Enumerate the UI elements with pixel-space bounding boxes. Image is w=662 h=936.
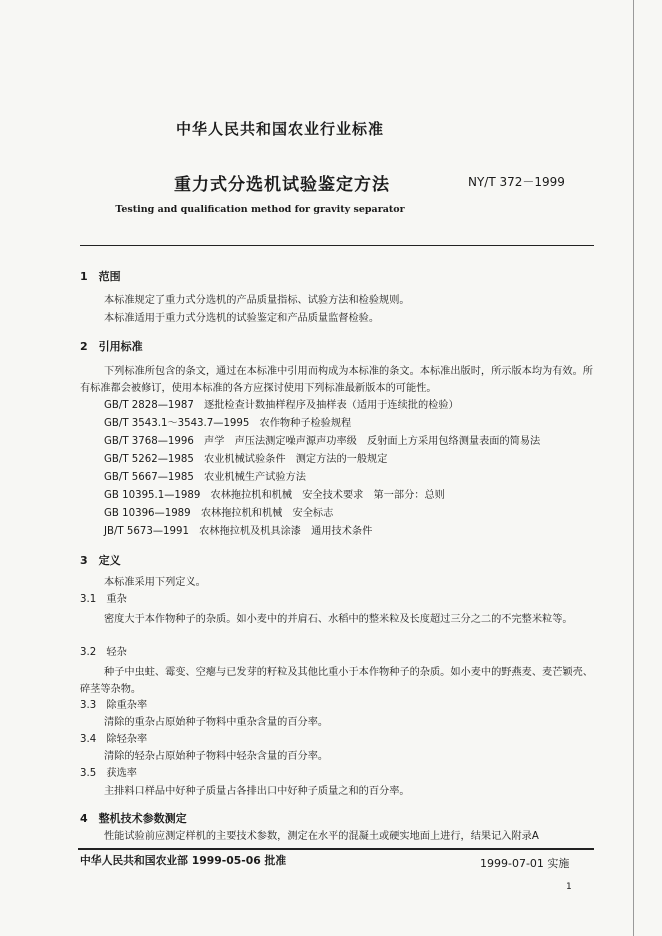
section-4-heading: 4 整机技术参数测定 — [80, 812, 187, 825]
effective-date: 1999-07-01 实施 — [480, 857, 570, 870]
section-4-para-1: 性能试验前应测定样机的主要技术参数，测定在水平的混凝土或硬实地面上进行，结果记入附录A — [104, 831, 539, 842]
reference-item: GB/T 3768—1996 声学 声压法测定噪声源声功率级 反射面上方采用包络测量表面的简易法 — [104, 436, 541, 447]
definition-title: 3.3 除重杂率 — [80, 700, 148, 711]
reference-item: GB/T 2828—1987 逐批检查计数抽样程序及抽样表（适用于连续批的检验） — [104, 400, 459, 411]
section-2-heading: 2 引用标准 — [80, 340, 143, 353]
header-rule — [80, 245, 594, 246]
document-title-cn: 重力式分选机试验鉴定方法 — [174, 175, 390, 195]
document-title-en: Testing and qualification method for gravity separator — [115, 204, 405, 215]
standard-code: NY/T 372－1999 — [468, 175, 565, 189]
definition-title: 3.2 轻杂 — [80, 647, 127, 658]
definition-title: 3.1 重杂 — [80, 594, 127, 605]
definition-text: 密度大于本作物种子的杂质。如小麦中的并肩石、水稻中的整米粒及长度超过三分之二的不完整米粒等。 — [104, 614, 573, 625]
definition-text: 主排料口样品中好种子质量占各排出口中好种子质量之和的百分率。 — [104, 786, 410, 797]
reference-item: GB 10395.1—1989 农林拖拉机和机械 安全技术要求 第一部分：总则 — [104, 490, 445, 501]
page-number: 1 — [566, 882, 572, 892]
approval-line: 中华人民共和国农业部 1999-05-06 批准 — [80, 854, 287, 867]
definition-title: 3.5 获选率 — [80, 768, 137, 779]
reference-item: GB/T 5667—1985 农业机械生产试验方法 — [104, 472, 306, 483]
section-1-para-2: 本标准适用于重力式分选机的试验鉴定和产品质量监督检验。 — [104, 313, 380, 324]
reference-item: GB 10396—1989 农林拖拉机和机械 安全标志 — [104, 508, 334, 519]
reference-item: JB/T 5673—1991 农林拖拉机及机具涂漆 通用技术条件 — [104, 526, 373, 537]
definition-text: 清除的轻杂占原始种子物料中轻杂含量的百分率。 — [104, 751, 329, 762]
section-1-heading: 1 范围 — [80, 270, 121, 283]
definition-title: 3.4 除轻杂率 — [80, 734, 148, 745]
section-3-heading: 3 定义 — [80, 554, 121, 567]
section-1-para-1: 本标准规定了重力式分选机的产品质量指标、试验方法和检验规则。 — [104, 295, 410, 306]
standard-type-title: 中华人民共和国农业行业标准 — [175, 120, 384, 138]
footer-rule — [78, 848, 594, 850]
reference-item: GB/T 3543.1～3543.7—1995 农作物种子检验规程 — [104, 418, 352, 429]
page-edge-line — [633, 0, 634, 936]
reference-item: GB/T 5262—1985 农业机械试验条件 测定方法的一般规定 — [104, 454, 388, 465]
section-3-intro: 本标准采用下列定义。 — [104, 577, 206, 588]
definition-text: 种子中虫蛀、霉变、空瘪与已发芽的籽粒及其他比重小于本作物种子的杂质。如小麦中的野燕麦、麦芒颖壳、碎茎等杂物。 — [80, 667, 593, 695]
definition-text: 清除的重杂占原始种子物料中重杂含量的百分率。 — [104, 717, 329, 728]
section-2-intro: 下列标准所包含的条文，通过在本标准中引用而构成为本标准的条文。本标准出版时，所示版本均为有效。所有标准都会被修订，使用本标准的各方应探讨使用下列标准最新版本的可能性。 — [80, 366, 593, 394]
